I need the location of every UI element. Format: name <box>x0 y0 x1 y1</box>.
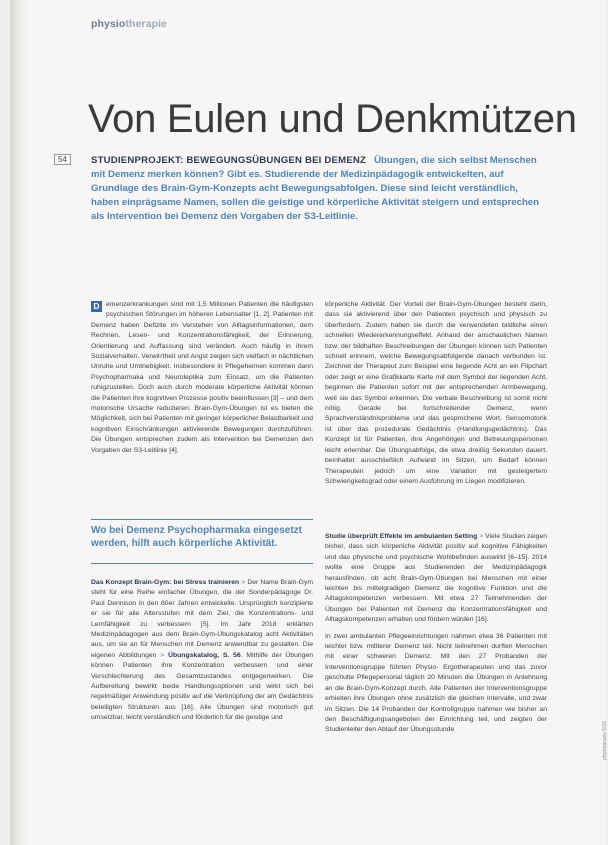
right-section-2-text-1: Viele Studien zeigen bisher, dass sich körperliche Aktivität positiv auf kognitive Fähigkeiten und das physische und psychische Wohlbefinden auswirkt [6–15]. 2014 wollte eine Gruppe aus Studierenden der Medizinpädagogik herausfinden, ob acht Brain-Gym-Übungen bei Menschen mit einer leichten bis mittelgradigen Demenz die kognitive Funktion und die Alltagskompetenzen verbessern. Mit etwa 27 Teilnehmenden der Übungen bei Patienten mit Demenz die Konzentrationsfähigkeit und Alltagskompetenzen erhalten und fördern würden [16]. <box>325 533 548 624</box>
intro-text: Übungen, die sich selbst Menschen mit Demenz merken können? Gibt es. Studierende der Medizinpädagogik entwickelten, auf Grundlage des Brain-Gym-Konzepts acht Bewegungsabfolgen. Diese sind leicht verständlich, haben einprägsame Namen, sollen die geistige und körperliche Aktivität steigern und entsprechen als Intervention bei Demenz den Vorgaben der S3-Leitlinie. <box>91 155 539 222</box>
pullquote-rule-bottom <box>91 563 313 564</box>
page-number: 54 <box>54 154 71 165</box>
arrow-marker: > <box>160 651 165 659</box>
left-paragraph-1 <box>91 300 313 456</box>
article-title: Von Eulen und Denkmützen <box>88 97 577 141</box>
left-section-2-text-2: Mithilfe der Übungen können Patienten ihre Konzentration verbessern und einer Verschlechterung des Gesamtzustandes entgegenwirken. Die Aufbereitung bewirkt beide Handlungsoptionen und wirkt sich bei regelmäßiger Anwendung positiv auf die Verknüpfung der am Gedächtnis beteiligten Strukturen aus [16]. Alle Übungen sind motorisch gut umsetzbar, leicht verständlich und förderlich für die geistige und <box>91 651 314 722</box>
left-paragraph-1-text: emenzerkrankungen sind mit 1,5 Millionen Patienten die häufigsten psychischen Störungen im höheren Lebensalter [1, 2]. Patienten mit Demenz haben Defizite im Verstehen von Alltagsinformationen, dem Rechnen, Lesen- und Konzentrationsfähigkeit, der Erinnerung, Orientierung und Auffassung sind verändert. Auch häufig in ihrem Sozialverhalten. Verwirrtheit und Angst zeigen sich vielfach in nächtlichen Unruhe und Umtriebigkeit. Insbesondere in Pflegeheimen kommen dann Psychopharmaka und Neuroleptika zum Einsatz, um die Patienten ruhigzustellen. Doch auch durch moderate körperliche Aktivität können die Patienten ihre kognitiven Prozesse positiv beeinflussen [3] – und dem motorische Ursache reduzieren. Brain-Gym-Übungen ist es bieten die Möglichkeit, sich bei Patienten mit geringer körperlicher Belastbarkeit und kognitiven Einschränkungen aktivierende Bewegungen durchzuführen. Die Übungen entsprechen zudem als Intervention bei Demenzen den Vorgaben der S3-Leitlinie [4]. <box>91 301 313 454</box>
pullquote: Wo bei Demenz Psychopharmaka eingesetzt werden, hilft auch körperliche Aktivität. <box>91 525 302 549</box>
right-section-2-paragraph-1 <box>325 532 547 626</box>
intro-kicker: STUDIENPROJEKT: BEWEGUNGSÜBUNGEN BEI DEMENZ <box>91 155 367 166</box>
section-heading-study: Studie überprüft Effekte im ambulanten Setting <box>325 533 478 540</box>
dropcap: D <box>91 301 102 312</box>
rubric-part-2: therapie <box>125 18 168 30</box>
side-credit: physiopraxis 5/16 <box>602 721 608 760</box>
binding-gutter <box>10 0 28 845</box>
arrow-marker: > <box>479 533 484 540</box>
rubric-part-1: physio <box>91 18 126 30</box>
left-section-2-paragraph: Das Konzept Brain-Gym: bei Stress trainieren > Der Name Brain-Gym steht für eine Reihe einfacher Übungen, die der Sonderpädagoge Dr. Paul Dennison in den 80er Jahren entwickelte. Ursprünglich konzipierte er sie für alle Altersstufen mit dem Ziel, die Konzentrations- und Lernfähigkeit zu verbessern [5]. Im Jahr 2018 erklärten Medizinpädagogen aus dem Brain-Gym-Übungskatalog acht Aktivitäten aus, um sie an für Menschen mit Demenz anwendbar zu gestalten. Die eigenen Abbildungen > Übungskatalog, S. 56. Mithilfe der Übungen können Patienten ihre Konzentration verbessern und einer Verschlechterung des Gesamtzustandes entgegenwirken. Die Aufbereitung bewirkt beide Handlungsoptionen und wirkt sich bei regelmäßiger Anwendung positiv auf die Verknüpfung der am Gedächtnis beteiligten Strukturen aus [16]. Alle Übungen sind motorisch gut umsetzbar, leicht verständlich und förderlich für die geistige und <box>91 579 314 722</box>
right-column-section-2 <box>325 532 547 742</box>
left-column-section-2 <box>91 578 313 730</box>
left-section-2-text: Der Name Brain-Gym steht für eine Reihe einfacher Übungen, die der Sonderpädagoge Dr. Paul Dennison in den 80er Jahren entwickelte. Ursprünglich konzipierte er sie für alle Altersstufen mit dem Ziel, die Konzentrations- und Lernfähigkeit zu verbessern [5]. Im Jahr 2018 erklärten Medizinpädagogen aus dem Brain-Gym-Übungskatalog acht Aktivitäten aus, um sie an für Menschen mit Demenz anwendbar zu gestalten. Die eigenen Abbildungen <box>91 579 314 659</box>
section-rubric <box>91 18 167 30</box>
pullquote-rule-top <box>91 519 313 520</box>
section-heading-brain-gym: Das Konzept Brain-Gym: bei Stress trainieren <box>91 579 240 586</box>
cross-reference-link[interactable]: Übungskatalog, S. 56 <box>168 651 241 659</box>
right-column <box>325 300 547 493</box>
right-paragraph-1: körperliche Aktivität. Der Vorteil der Brain-Gym-Übungen besteht darin, dass sie aktivierend über den Patienten psychisch und physisch zu überfordern. Zudem haben sie durch die verwendeten bildliche einen schnellen Wiedererkennungseffekt. Anhand der anschaulichen Namen bzw. der bildhaften Beschreibungen der Übungen können sich Patienten schnell erinnern, welche Bewegungsabfolgende danach verbunden ist. Zeichnet der Therapeut zum Beispiel eine liegende Acht an ein Flipchart oder zeigt er eine Grafikkarte Karte mit dem Symbol der liegenden Acht, beginnen die Patienten sofort mit der entsprechenden Armbewegung, weil sie das Symbol erkennen. Die verbale Beschreibung ist somit nicht nötig. Gerade bei fortschreitender Demenz, wenn Sprachverständnisprobleme und das gesprochene Wort, Sensomotorik ist über das prozedurale Gedächtnis (Handlungsgedächtnis). Das Konzept ist für Patienten, ihre Angehörigen und Betreuungspersonen leicht erlernbar. Die Übungsabfolge, die etwa dreißig Sekunden dauert, beinhaltet ausschließlich Aufwand im Sitzen, um Bedarf können Therapeuten jedoch um eine Variation mit gesteigertem Schwierigkeitsgrad oder einem Ausführung im Liegen modifizieren. <box>325 301 547 485</box>
left-column <box>91 300 313 462</box>
article-intro <box>91 154 546 224</box>
right-section-2-paragraph-2: In zwei ambulanten Pflegeeinrichtungen nahmen etwa 36 Patienten mit leichter bzw. mittlerer Demenz teil. Nicht teilnehmen durften Menschen mit einer schweren Demenz. Mit den 27 Probanden der Interventionsgruppe führten Physio- Ergotherapeuten und das zuvor geschulte Pflegepersonal täglich 20 Minuten die Übungen in Anlehnung an die Brain-Gym-Konzept durch. Alle Patienten der Interventionsgruppe erhielten ihre Übungen ohne zusätzlich die gleichen Intervalle, und zwar im Sitzen. Die 14 Probanden der Kontrollgruppe nahmen wie bisher an den Beschäftigungsangeboten der Einrichtung teil, und zeigten der Studienleiter den Ablauf der Übungsstunde <box>325 632 547 734</box>
magazine-page <box>10 0 606 845</box>
arrow-marker: > <box>241 579 246 586</box>
